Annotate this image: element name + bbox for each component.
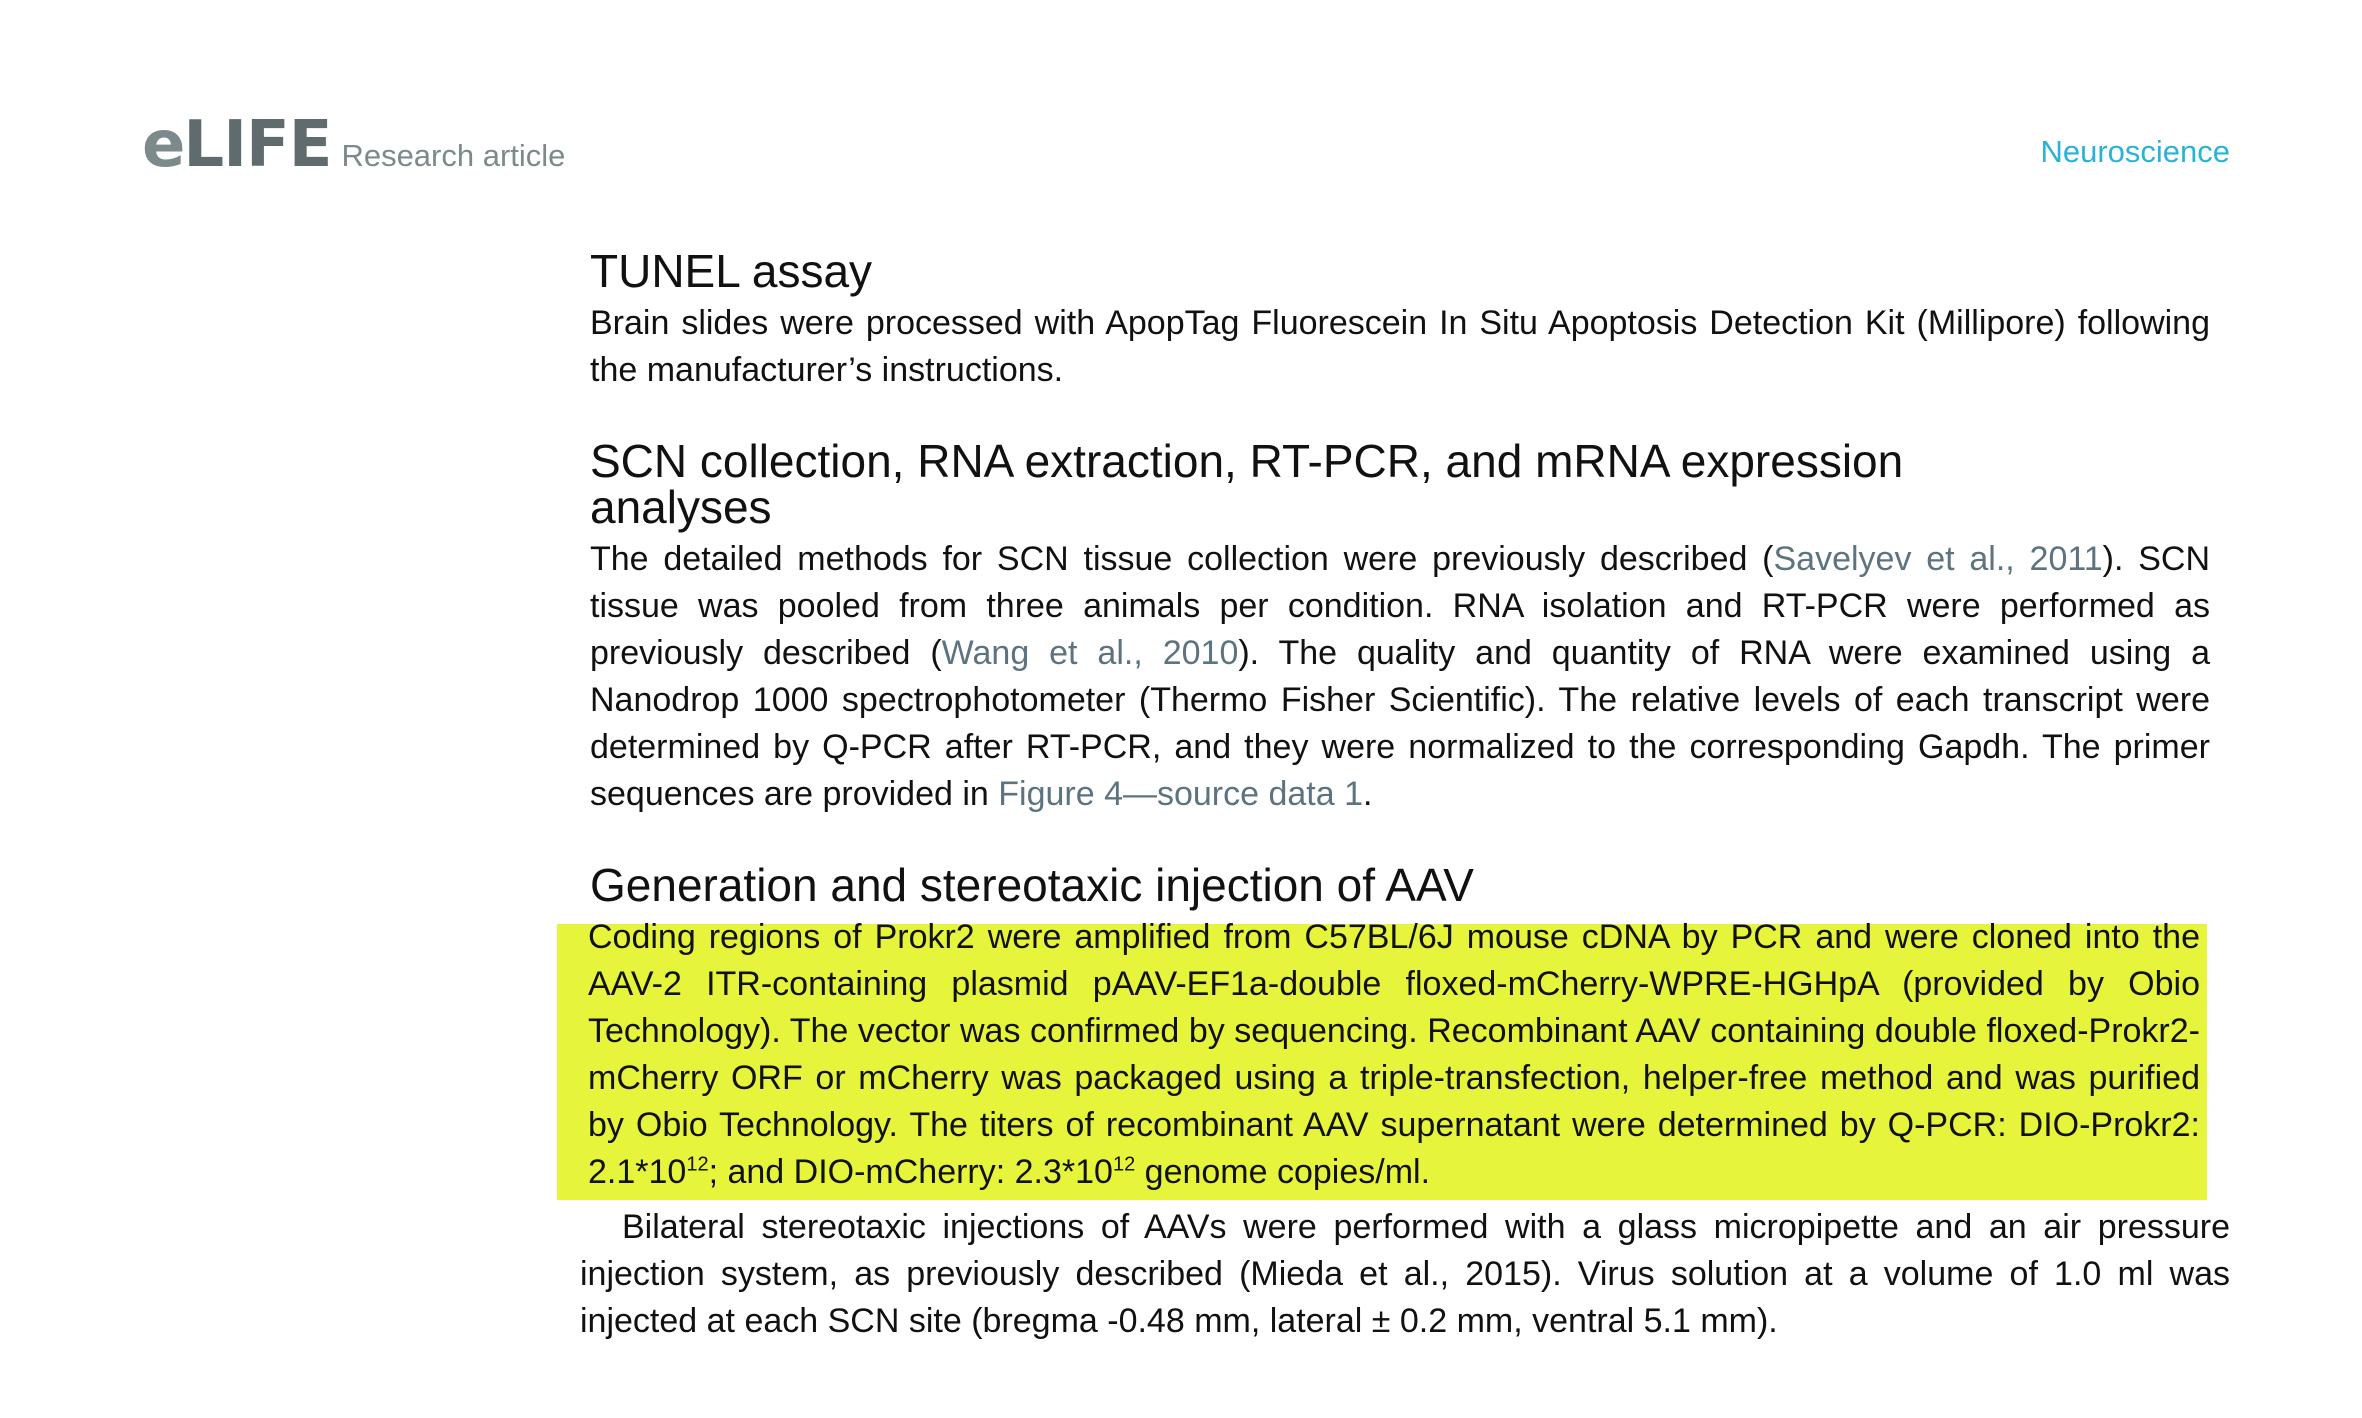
aav-paragraph-injection: Bilateral stereotaxic injections of AAVs were performed with a glass micropipette and an air pressure injection system, as previously described (Mieda et al., 2015). Virus solution at a volume of 1.0 ml was injected at each SCN site (bregma -0.48 mm, lateral ± 0.2 mm, ventral 5.1 mm). [580,1208,2230,1340]
scn-paragraph [590,536,2210,818]
figure-source-data-link[interactable]: Figure 4—source data 1 [998,775,1364,813]
logo-life: LIFE [183,108,332,182]
tunel-heading: TUNEL assay [590,245,873,297]
exponent-2: 12 [1112,1153,1136,1176]
aav-heading: Generation and stereotaxic injection of AAV [590,859,1474,911]
citation-wang-link[interactable]: Wang et al., 2010 [941,634,1239,672]
citation-savelyev-link[interactable]: Savelyev et al., 2011 [1773,540,2103,578]
scn-text-3: ). The quality and quantity of RNA were examined using a Nanodrop 1000 spectrophotometer (Thermo Fisher Scientific). The relative levels of each transcript were determined by Q-PCR after RT-PCR, and they were normalized to the corresponding Gapdh. The primer sequences are provided in [590,634,2211,813]
tunel-paragraph: Brain slides were processed with ApopTag Fluorescein In Situ Apoptosis Detection Kit (Millipore) following the manufacturer’s instructions. [590,304,2210,389]
logo-e: e [142,108,184,182]
subject-label[interactable]: Neuroscience [2040,134,2230,169]
scn-text-4: . [1363,775,1373,813]
aav-paragraph-highlighted [588,914,2200,1196]
aav-text-c: genome copies/ml. [1135,1153,1431,1191]
scn-text-1: The detailed methods for SCN tissue collection were previously described ( [590,540,1774,578]
aav-text-b: ; and DIO-mCherry: 2.3*10 [708,1153,1113,1191]
aav-text-a: Coding regions of Prokr2 were amplified from C57BL/6J mouse cDNA by PCR and were cloned into the AAV-2 ITR-containing plasmid pAAV-EF1a-double floxed-mCherry-WPRE-HGHpA (provided by Obio Technology). The vector was confirmed by sequencing. Recombinant AAV containing double floxed-Prokr2-mCherry ORF or mCherry was packaged using a triple-transfection, helper-free method and was purified by Obio Technology. The titers of recombinant AAV supernatant were determined by Q-PCR: DIO-Prokr2: 2.1*10 [588,918,2200,1191]
scn-heading: SCN collection, RNA extraction, RT-PCR, and mRNA expression analyses [590,435,1904,533]
article-type: Research article [341,138,566,173]
exponent-1: 12 [686,1153,709,1176]
elife-logo[interactable] [142,108,565,182]
scn-text-2: ). SCN tissue was pooled from three animals per condition. RNA isolation and RT-PCR were performed as previously described ( [590,540,2210,672]
